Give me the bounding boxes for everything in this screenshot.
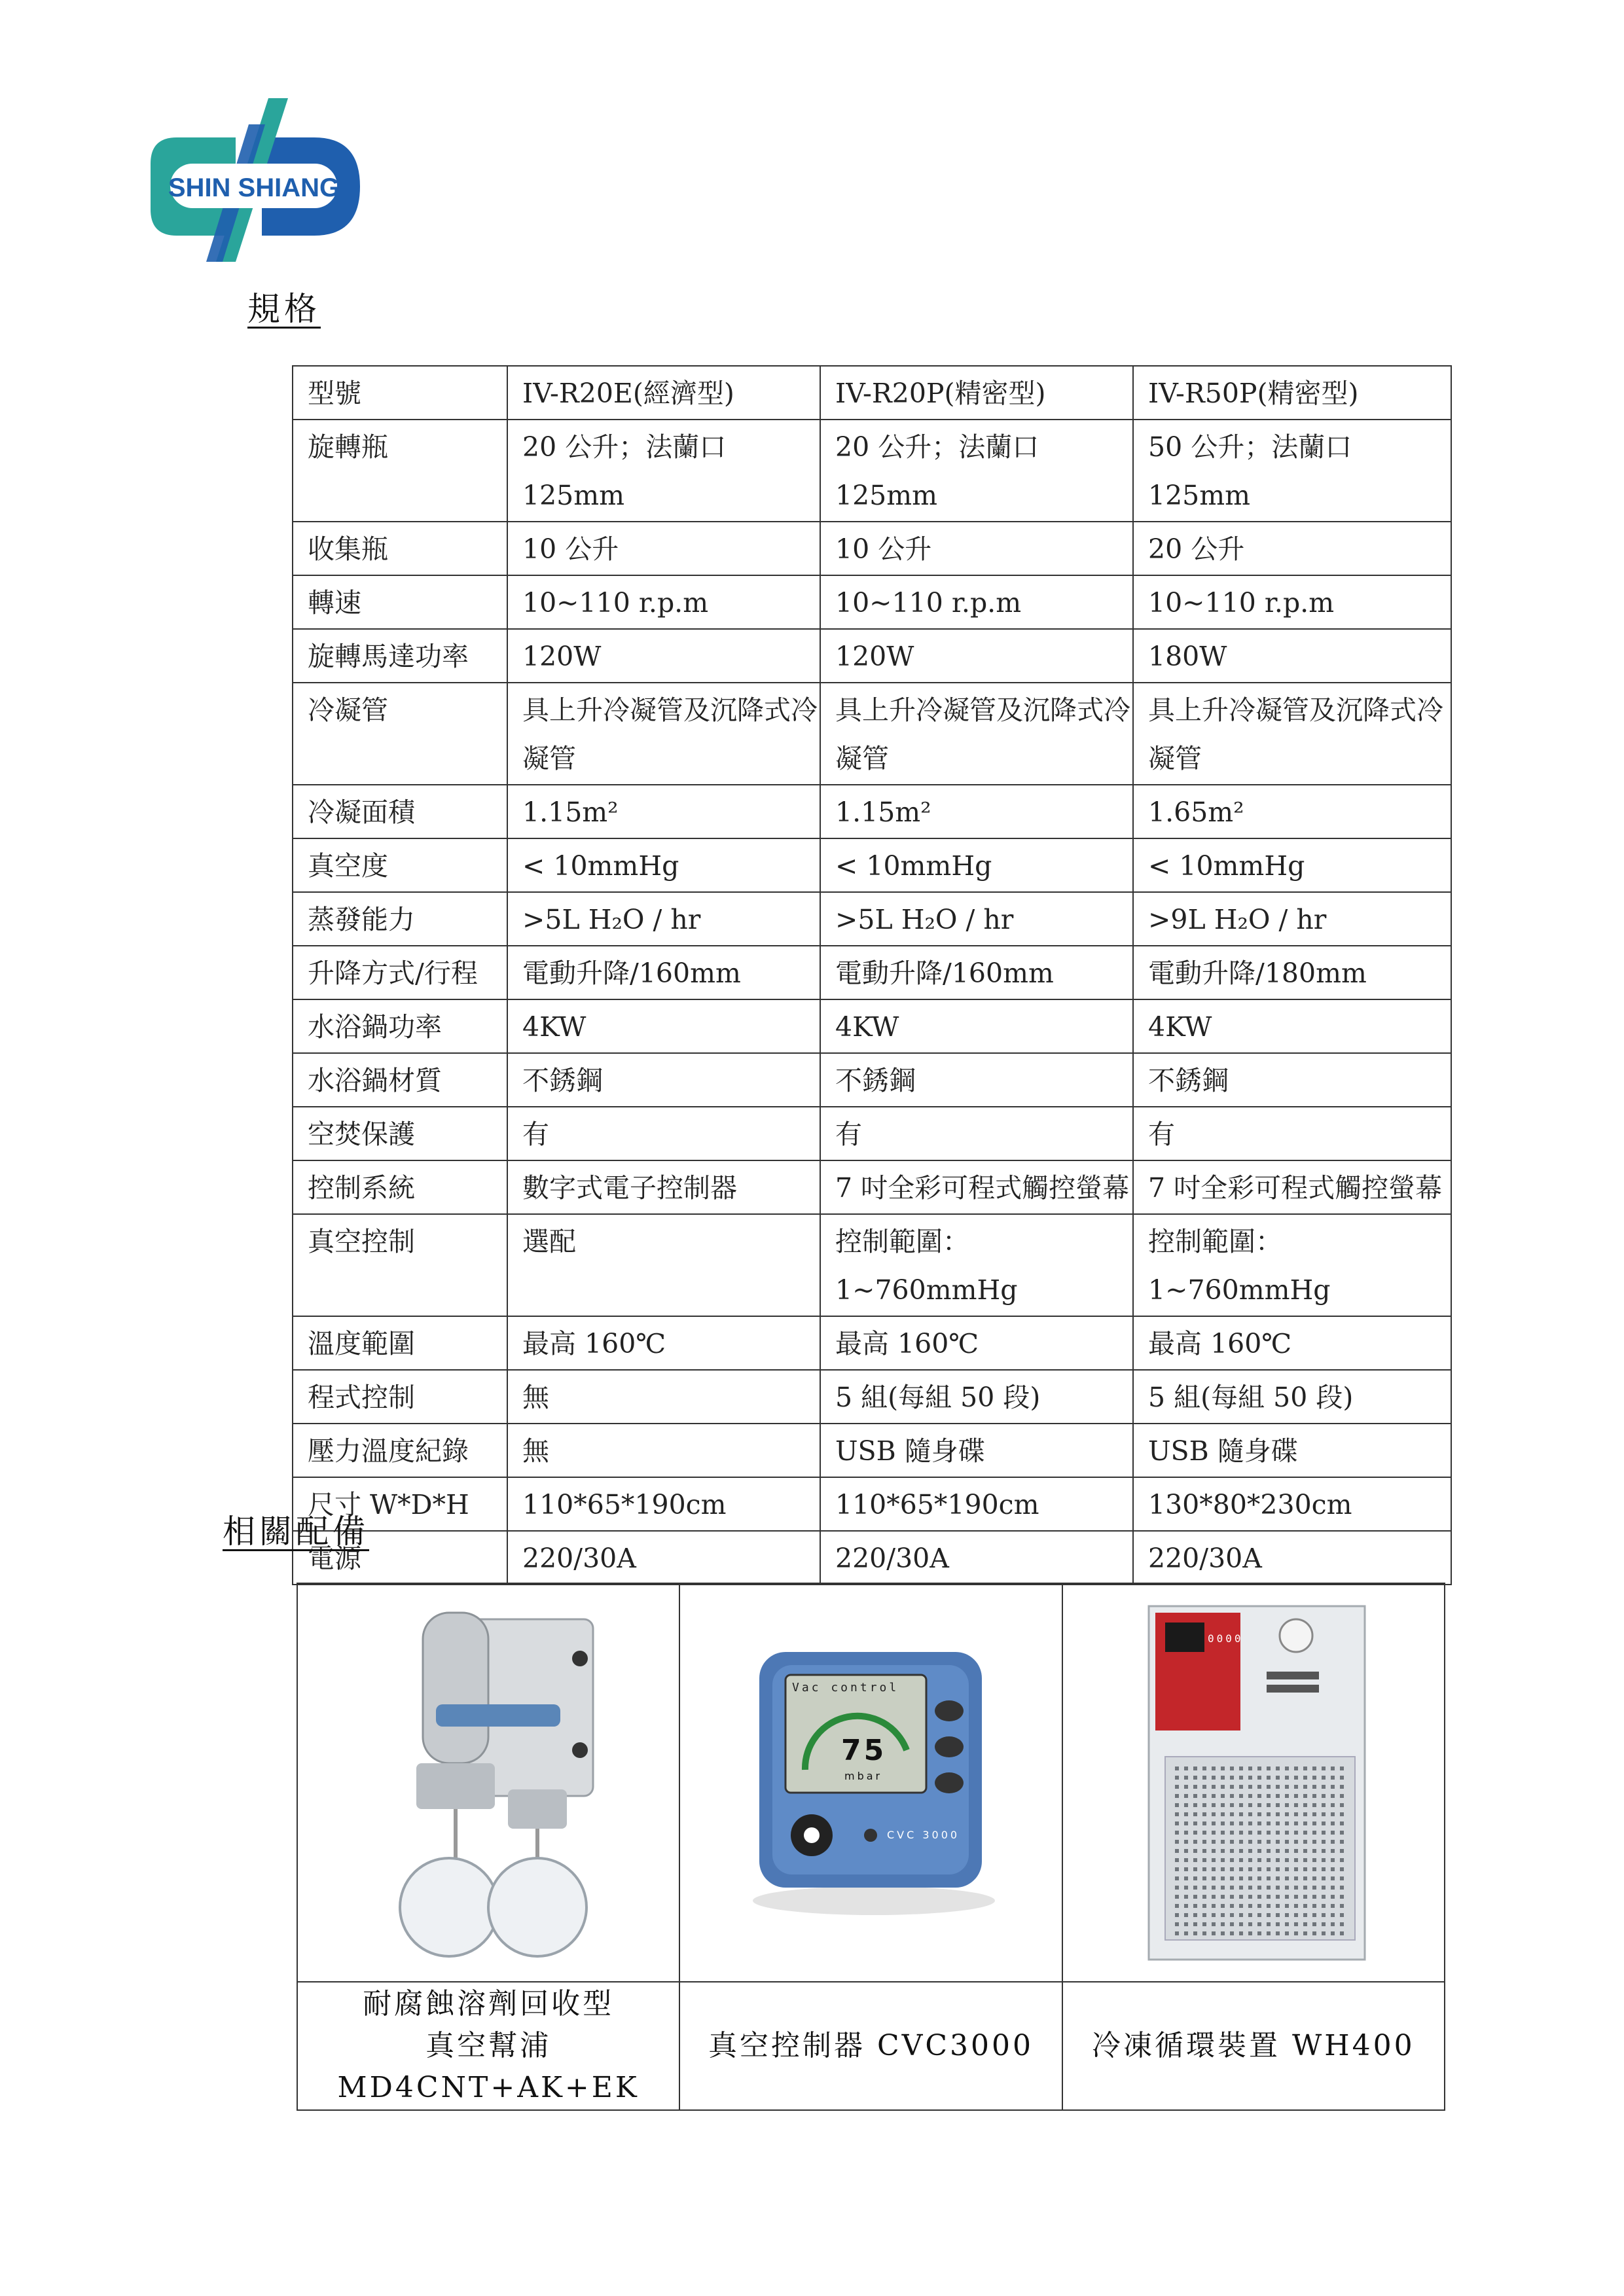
accessory-caption-pump — [297, 1982, 679, 2110]
spec-label-cell: 溫度範圍 — [293, 1316, 507, 1370]
spec-value-cell: 電動升降/180mm — [1133, 946, 1451, 999]
spec-label-cell: 冷凝管 — [293, 683, 507, 785]
spec-value-cell: 110*65*190cm — [507, 1477, 820, 1531]
spec-row — [293, 999, 1451, 1053]
spec-label-cell: 蒸發能力 — [293, 892, 507, 946]
controller-screen-value: 75 — [841, 1733, 887, 1767]
spec-row — [293, 575, 1451, 629]
spec-row — [293, 892, 1451, 946]
vacuum-controller-image — [733, 1639, 1008, 1927]
spec-value-cell: 不銹鋼 — [507, 1053, 820, 1107]
vacuum-pump-image — [370, 1600, 606, 1966]
spec-value-cell: 10 公升 — [507, 522, 820, 575]
accessory-cell-controller — [679, 1583, 1062, 1982]
spec-label-cell: 水浴鍋材質 — [293, 1053, 507, 1107]
logo-text: SHIN SHIANG — [168, 173, 340, 202]
spec-label-cell: 真空控制 — [293, 1214, 507, 1316]
spec-value-cell: 220/30A — [1133, 1531, 1451, 1585]
spec-value-cell: 220/30A — [507, 1531, 820, 1585]
spec-row — [293, 420, 1451, 522]
spec-value-cell: 不銹鋼 — [820, 1053, 1133, 1107]
spec-value-cell: 1.15m² — [507, 785, 820, 838]
spec-value-cell: 120W — [820, 629, 1133, 683]
spec-value-cell: 10~110 r.p.m — [507, 575, 820, 629]
controller-device-label: CVC 3000 — [887, 1828, 960, 1841]
spec-row — [293, 1477, 1451, 1531]
spec-row — [293, 785, 1451, 838]
spec-value-cell: 1.15m² — [820, 785, 1133, 838]
spec-value-cell: 4KW — [507, 999, 820, 1053]
spec-row — [293, 1531, 1451, 1585]
spec-label-cell: 轉速 — [293, 575, 507, 629]
spec-label-cell: 冷凝面積 — [293, 785, 507, 838]
spec-row — [293, 683, 1451, 785]
spec-label-cell: 收集瓶 — [293, 522, 507, 575]
spec-value-cell: >9L H₂O / hr — [1133, 892, 1451, 946]
spec-value-cell: 10~110 r.p.m — [1133, 575, 1451, 629]
company-logo — [151, 98, 360, 262]
spec-value-cell: < 10mmHg — [1133, 838, 1451, 892]
spec-value-cell: < 10mmHg — [507, 838, 820, 892]
spec-label-cell: 控制系統 — [293, 1160, 507, 1214]
controller-screen-unit: mbar — [844, 1769, 883, 1782]
spec-value-cell: 控制範圍：1~760mmHg — [1133, 1214, 1451, 1316]
spec-row — [293, 1424, 1451, 1477]
spec-value-cell: 有 — [1133, 1107, 1451, 1160]
accessory-image-row — [297, 1583, 1445, 1982]
spec-value-cell: 最高 160℃ — [820, 1316, 1133, 1370]
spec-value-cell: 180W — [1133, 629, 1451, 683]
spec-value-cell: 電動升降/160mm — [507, 946, 820, 999]
spec-value-cell: 有 — [507, 1107, 820, 1160]
spec-value-cell: 具上升冷凝管及沉降式冷凝管 — [820, 683, 1133, 785]
accessory-cell-pump — [297, 1583, 679, 1982]
accessory-cell-chiller — [1062, 1583, 1445, 1982]
controller-screen-header: Vac control — [792, 1680, 899, 1695]
spec-label-cell: 壓力溫度紀錄 — [293, 1424, 507, 1477]
spec-value-cell: 10~110 r.p.m — [820, 575, 1133, 629]
spec-value-cell: 220/30A — [820, 1531, 1133, 1585]
spec-value-cell: 5 組(每組 50 段) — [820, 1370, 1133, 1424]
spec-value-cell: 控制範圍：1~760mmHg — [820, 1214, 1133, 1316]
accessory-caption-chiller — [1062, 1982, 1445, 2110]
spec-value-cell: >5L H₂O / hr — [507, 892, 820, 946]
caption-line: 耐腐蝕溶劑回收型 — [363, 1987, 615, 2020]
accessory-caption-row — [297, 1982, 1445, 2110]
caption-line: 真空幫浦 MD4CNT+AK+EK — [337, 2029, 640, 2104]
spec-value-cell: 20 公升 — [1133, 522, 1451, 575]
spec-value-cell: 選配 — [507, 1214, 820, 1316]
spec-value-cell: 120W — [507, 629, 820, 683]
spec-value-cell: 最高 160℃ — [1133, 1316, 1451, 1370]
accessory-caption-controller — [679, 1982, 1062, 2110]
spec-label-cell: 升降方式/行程 — [293, 946, 507, 999]
spec-row — [293, 1370, 1451, 1424]
spec-value-cell: IV-R50P(精密型) — [1133, 366, 1451, 420]
spec-value-cell: 1.65m² — [1133, 785, 1451, 838]
spec-label-cell: 型號 — [293, 366, 507, 420]
spec-header-row — [293, 366, 1451, 420]
spec-label-cell: 尺寸 W*D*H — [293, 1477, 507, 1531]
spec-value-cell: IV-R20P(精密型) — [820, 366, 1133, 420]
spec-value-cell: 4KW — [820, 999, 1133, 1053]
spec-value-cell: < 10mmHg — [820, 838, 1133, 892]
chiller-panel-readout: 0000 — [1207, 1632, 1244, 1645]
chiller-image — [1136, 1600, 1371, 1966]
caption-line: 真空控制器 CVC3000 — [708, 2029, 1034, 2062]
spec-value-cell: >5L H₂O / hr — [820, 892, 1133, 946]
spec-value-cell: 電動升降/160mm — [820, 946, 1133, 999]
spec-value-cell: 5 組(每組 50 段) — [1133, 1370, 1451, 1424]
spec-value-cell: 無 — [507, 1370, 820, 1424]
spec-value-cell: 4KW — [1133, 999, 1451, 1053]
accessories-section-title: 相關配備 — [223, 1513, 369, 1551]
accessories-table — [297, 1583, 1445, 2111]
spec-value-cell: 7 吋全彩可程式觸控螢幕 — [1133, 1160, 1451, 1214]
spec-row — [293, 1053, 1451, 1107]
spec-section-title: 規格 — [247, 290, 321, 328]
spec-value-cell: 數字式電子控制器 — [507, 1160, 820, 1214]
spec-value-cell: 有 — [820, 1107, 1133, 1160]
spec-row — [293, 838, 1451, 892]
spec-value-cell: 具上升冷凝管及沉降式冷凝管 — [1133, 683, 1451, 785]
spec-row — [293, 522, 1451, 575]
spec-value-cell: 無 — [507, 1424, 820, 1477]
spec-value-cell: 130*80*230cm — [1133, 1477, 1451, 1531]
spec-label-cell: 旋轉馬達功率 — [293, 629, 507, 683]
spec-value-cell: USB 隨身碟 — [820, 1424, 1133, 1477]
spec-row — [293, 629, 1451, 683]
spec-value-cell: 最高 160℃ — [507, 1316, 820, 1370]
spec-label-cell: 空焚保護 — [293, 1107, 507, 1160]
spec-table — [292, 365, 1452, 1585]
spec-value-cell: 20 公升；法蘭口 125mm — [507, 420, 820, 522]
spec-label-cell: 水浴鍋功率 — [293, 999, 507, 1053]
spec-value-cell: 110*65*190cm — [820, 1477, 1133, 1531]
spec-label-cell: 旋轉瓶 — [293, 420, 507, 522]
spec-value-cell: 具上升冷凝管及沉降式冷凝管 — [507, 683, 820, 785]
spec-value-cell: IV-R20E(經濟型) — [507, 366, 820, 420]
spec-row — [293, 1160, 1451, 1214]
spec-value-cell: 7 吋全彩可程式觸控螢幕 — [820, 1160, 1133, 1214]
spec-row — [293, 1107, 1451, 1160]
spec-value-cell: 10 公升 — [820, 522, 1133, 575]
spec-label-cell: 程式控制 — [293, 1370, 507, 1424]
spec-value-cell: 50 公升；法蘭口 125mm — [1133, 420, 1451, 522]
spec-row — [293, 946, 1451, 999]
spec-value-cell: 不銹鋼 — [1133, 1053, 1451, 1107]
spec-row — [293, 1316, 1451, 1370]
caption-line: 冷凍循環裝置 WH400 — [1092, 2029, 1415, 2062]
spec-value-cell: 20 公升；法蘭口 125mm — [820, 420, 1133, 522]
spec-value-cell: USB 隨身碟 — [1133, 1424, 1451, 1477]
spec-label-cell: 真空度 — [293, 838, 507, 892]
spec-row — [293, 1214, 1451, 1316]
spec-label-cell: 電源 — [293, 1531, 507, 1585]
